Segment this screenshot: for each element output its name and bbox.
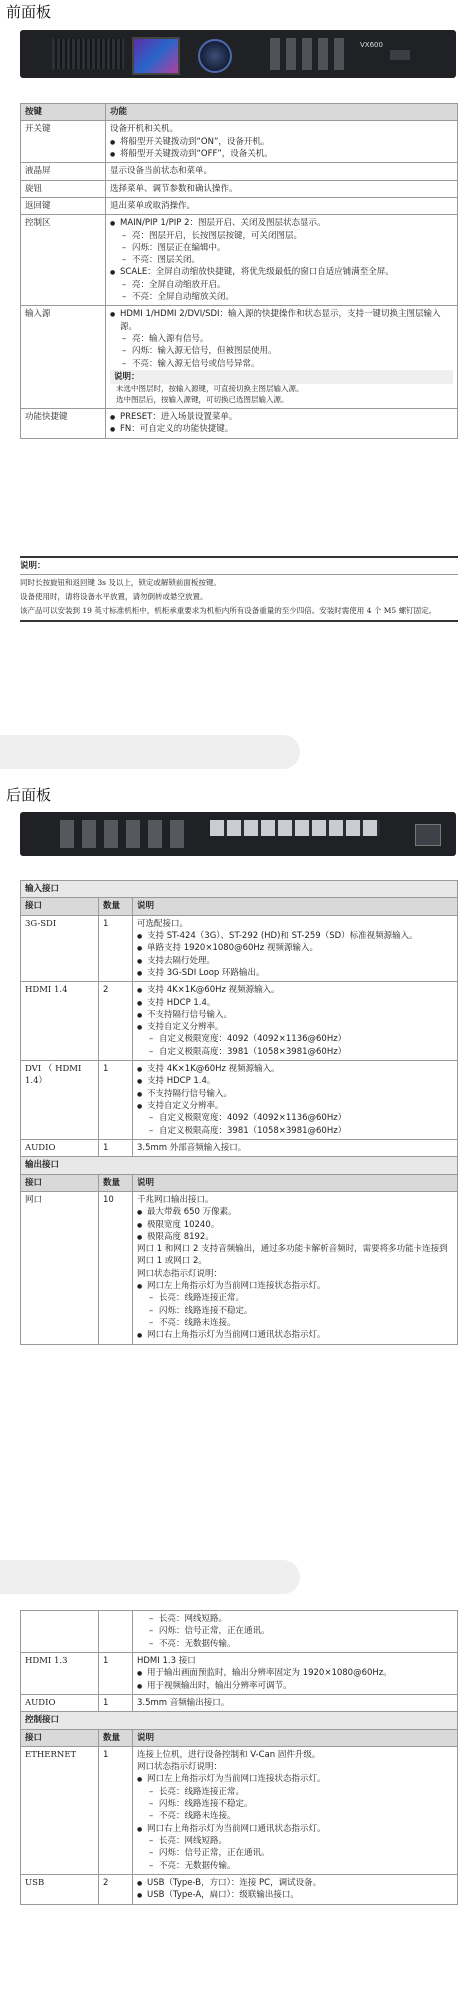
table-row [21,197,458,214]
list-item: ● 支持 HDCP 1.4。 [137,997,453,1009]
page-break-band [0,1560,300,1594]
list-subitem: – 不亮：输入源无信号或信号异常。 [110,358,453,370]
row-key: 输入源 [21,306,106,409]
table-row [21,1061,458,1140]
list-item: ● 用于输出画面预监时，输出分辨率固定为 1920×1080@60Hz。 [137,1667,453,1679]
front-panel-table [20,103,458,439]
rear-panel-device-image [20,812,456,856]
table-row [21,215,458,306]
port-count: 10 [99,1191,133,1344]
col-header-desc: 说明 [133,1174,458,1191]
table-row [21,180,458,197]
port-name: HDMI 1.3 [21,1652,99,1694]
row-key: 液晶屏 [21,163,106,180]
row-desc: 千兆网口输出接口。 [137,1194,214,1205]
port-name: ETHERNET [21,1746,99,1874]
note-label: 说明： [110,370,453,384]
row-key: 返回键 [21,197,106,214]
row-desc: 可选配接口。 [137,918,189,929]
port-name: DVI （ HDMI 1.4） [21,1061,99,1140]
port-name: USB [21,1874,99,1904]
note-line: 设备使用时，请将设备水平放置，请勿倒转或悬空放置。 [20,592,208,602]
port-count: 1 [99,1061,133,1140]
note-line: 该产品可以安装到 19 英寸标准机柜中，机柜承重要求为机柜内所有设备重量的至少四倍。安装时需使用 4 个 M5 螺钉固定。 [20,606,437,616]
status-label: 网口状态指示灯说明： [137,1762,223,1773]
list-item: ● 支持 4K×1K@60Hz 视频源输入。 [137,984,453,996]
rear-panel-table [20,880,458,1345]
list-subitem: – 长亮：线路连接正常。 [137,1292,453,1304]
note-line: 同时长按旋钮和返回键 3s 及以上，锁定或解锁前面板按键。 [20,578,221,588]
list-subitem: – 自定义极限高度：3981（1058×3981@60Hz） [137,1125,453,1137]
col-header-key: 按键 [21,104,106,121]
list-subitem: – 长亮：线路连接正常。 [137,1786,453,1798]
list-item: ● 支持去隔行处理。 [137,955,453,967]
list-item: ● 将船型开关键拨动到“OFF”，设备关机。 [110,148,453,160]
port-count: 1 [99,1694,133,1711]
row-desc: 显示设备当前状态和菜单。 [106,163,458,180]
list-item: ● 网口右上角指示灯为当前网口通讯状态指示灯。 [137,1329,453,1341]
list-subitem: – 自定义极限宽度：4092（4092×1136@60Hz） [137,1033,453,1045]
list-subitem: – 闪烁：信号正常，正在通讯。 [137,1625,453,1637]
list-subitem: – 不亮：无数据传输。 [137,1638,453,1650]
list-item: ● 支持自定义分辨率。 [137,1100,453,1112]
port-count: 1 [99,915,133,982]
list-subitem: – 亮：输入源有信号。 [110,333,453,345]
list-item: ● 支持自定义分辨率。 [137,1021,453,1033]
port-name: AUDIO [21,1694,99,1711]
row-key: 旋钮 [21,180,106,197]
list-subitem: – 不亮：全屏自动缩放关闭。 [110,291,453,303]
col-header-count: 数量 [99,1729,133,1746]
list-subitem: – 闪烁：输入源无信号，但被图层使用。 [110,345,453,357]
list-item: ● 网口左上角指示灯为当前网口连接状态指示灯。 [137,1773,453,1785]
device-label: VX600 [360,41,383,49]
list-subitem: – 亮：图层开启，长按图层按键，可关闭图层。 [110,230,453,242]
list-item: ● 支持 ST-424（3G）、ST-292 (HD)和 ST-259（SD）标准视频源输入。 [137,930,453,942]
table-row [21,915,458,982]
row-desc: 选择菜单、调节参数和确认操作。 [106,180,458,197]
list-item: ● 支持 4K×1K@60Hz 视频源输入。 [137,1063,453,1075]
port-name: 3G-SDI [21,915,99,982]
list-item: ● USB（Type-A，扁口）：级联输出接口。 [137,1889,453,1901]
knob-icon [198,39,232,73]
list-item: ● MAIN/PIP 1/PIP 2：图层开启、关闭及图层状态显示。 [110,217,453,229]
status-label: 网口状态指示灯说明： [137,1268,223,1279]
row-key: 开关键 [21,121,106,163]
col-header-port: 接口 [21,1729,99,1746]
note-line: 选中图层后，按输入源键，可切换已选图层输入源。 [116,395,289,405]
list-item: ● FN：可自定义的功能快捷键。 [110,423,453,435]
row-desc: 退出菜单或取消操作。 [106,197,458,214]
port-count: 1 [99,1746,133,1874]
list-subitem: – 闪烁：信号正常，正在通讯。 [137,1847,453,1859]
list-subitem: – 自定义极限高度：3981（1058×3981@60Hz） [137,1046,453,1058]
table-row [21,1694,458,1711]
table-row [21,982,458,1061]
front-note [20,556,458,622]
table-row [21,1652,458,1694]
list-subitem: – 不亮：线路未连接。 [137,1810,453,1822]
row-desc: 连接上位机，进行设备控制和 V-Can 固件升级。 [137,1749,321,1760]
list-item: ● 网口右上角指示灯为当前网口通讯状态指示灯。 [137,1823,453,1835]
list-subitem: – 长亮：网线短路。 [137,1835,453,1847]
row-key: 功能快捷键 [21,409,106,439]
front-panel-title: 前面板 [6,3,52,21]
table-row [21,306,458,409]
list-subitem: – 亮：全屏自动缩放开启。 [110,279,453,291]
ethernet-ports [210,820,380,836]
table-row [21,1191,458,1344]
col-header-desc: 说明 [133,898,458,915]
list-subitem: – 长亮：网线短路。 [137,1613,453,1625]
table-row [21,1746,458,1874]
port-count: 2 [99,1874,133,1904]
left-vent-grille [52,39,124,69]
list-item: ● SCALE：全屏自动缩放快捷键，将优先级最低的窗口自适应铺满至全屏。 [110,266,453,278]
table-row [21,163,458,180]
col-header-port: 接口 [21,1174,99,1191]
continued-table [20,1610,458,1905]
row-extra: 网口 1 和网口 2 支持音频输出，通过多功能卡解析音频时，需要将多功能卡连接到网口 1 或网口 2。 [137,1244,448,1267]
col-header-function: 功能 [106,104,458,121]
rear-panel-title: 后面板 [6,786,52,804]
front-panel-device-image [20,30,456,78]
table-row [21,1139,458,1156]
note-line: 未选中图层时，按输入源键，可直接切换主图层输入源。 [116,384,304,394]
table-row [21,121,458,163]
list-item: ● HDMI 1/HDMI 2/DVI/SDI：输入源的快捷操作和状态显示，支持一键切换主图层输入源。 [110,308,453,333]
port-name: AUDIO [21,1139,99,1156]
input-ports [60,820,190,848]
list-subitem: – 闪烁：线路连接不稳定。 [137,1305,453,1317]
port-count: 1 [99,1139,133,1156]
list-subitem: – 自定义极限宽度：4092（4092×1136@60Hz） [137,1112,453,1124]
list-subitem: – 不亮：图层关闭。 [110,254,453,266]
list-item: ● PRESET：进入场景设置菜单。 [110,411,453,423]
row-desc: 3.5mm 外部音频输入接口。 [133,1139,458,1156]
list-subitem: – 闪烁：图层正在编辑中。 [110,242,453,254]
list-item: ● 支持 HDCP 1.4。 [137,1075,453,1087]
list-item: ● 将船型开关键拨动到“ON”，设备开机。 [110,136,453,148]
row-key: 控制区 [21,215,106,306]
list-item: ● USB（Type-B，方口）：连接 PC，调试设备。 [137,1877,453,1889]
list-subitem: – 闪烁：线路连接不稳定。 [137,1798,453,1810]
row-desc: 设备开机和关机。 [110,124,179,135]
lcd-screen [132,37,180,75]
port-name: 网口 [21,1191,99,1344]
section-input: 输入接口 [21,881,458,898]
power-socket [415,824,441,846]
table-row [21,409,458,439]
section-output: 输出接口 [21,1157,458,1174]
port-count: 1 [99,1652,133,1694]
col-header-count: 数量 [99,1174,133,1191]
list-item: ● 极限高度 8192。 [137,1231,453,1243]
list-subitem: – 不亮：无数据传输。 [137,1860,453,1872]
row-desc: HDMI 1.3 接口 [137,1655,196,1666]
list-item: ● 不支持隔行信号输入。 [137,1088,453,1100]
section-control: 控制接口 [21,1712,458,1729]
power-switch [390,50,410,60]
list-subitem: – 不亮：线路未连接。 [137,1317,453,1329]
table-row [21,1874,458,1904]
list-item: ● 单路支持 1920×1080@60Hz 视频源输入。 [137,942,453,954]
col-header-count: 数量 [99,898,133,915]
list-item: ● 不支持隔行信号输入。 [137,1009,453,1021]
port-name: HDMI 1.4 [21,982,99,1061]
col-header-desc: 说明 [133,1729,458,1746]
list-item: ● 极限宽度 10240。 [137,1219,453,1231]
table-row [21,1611,458,1653]
list-item: ● 网口左上角指示灯为当前网口连接状态指示灯。 [137,1280,453,1292]
list-item: ● 最大带载 650 万像素。 [137,1206,453,1218]
col-header-port: 接口 [21,898,99,915]
row-desc: 3.5mm 音频输出接口。 [133,1694,458,1711]
control-buttons [270,38,350,70]
list-item: ● 支持 3G-SDI Loop 环路输出。 [137,967,453,979]
list-item: ● 用于视频输出时，输出分辨率可调节。 [137,1680,453,1692]
page-break-band [0,735,300,769]
note-label: 说明： [20,558,458,575]
port-count: 2 [99,982,133,1061]
